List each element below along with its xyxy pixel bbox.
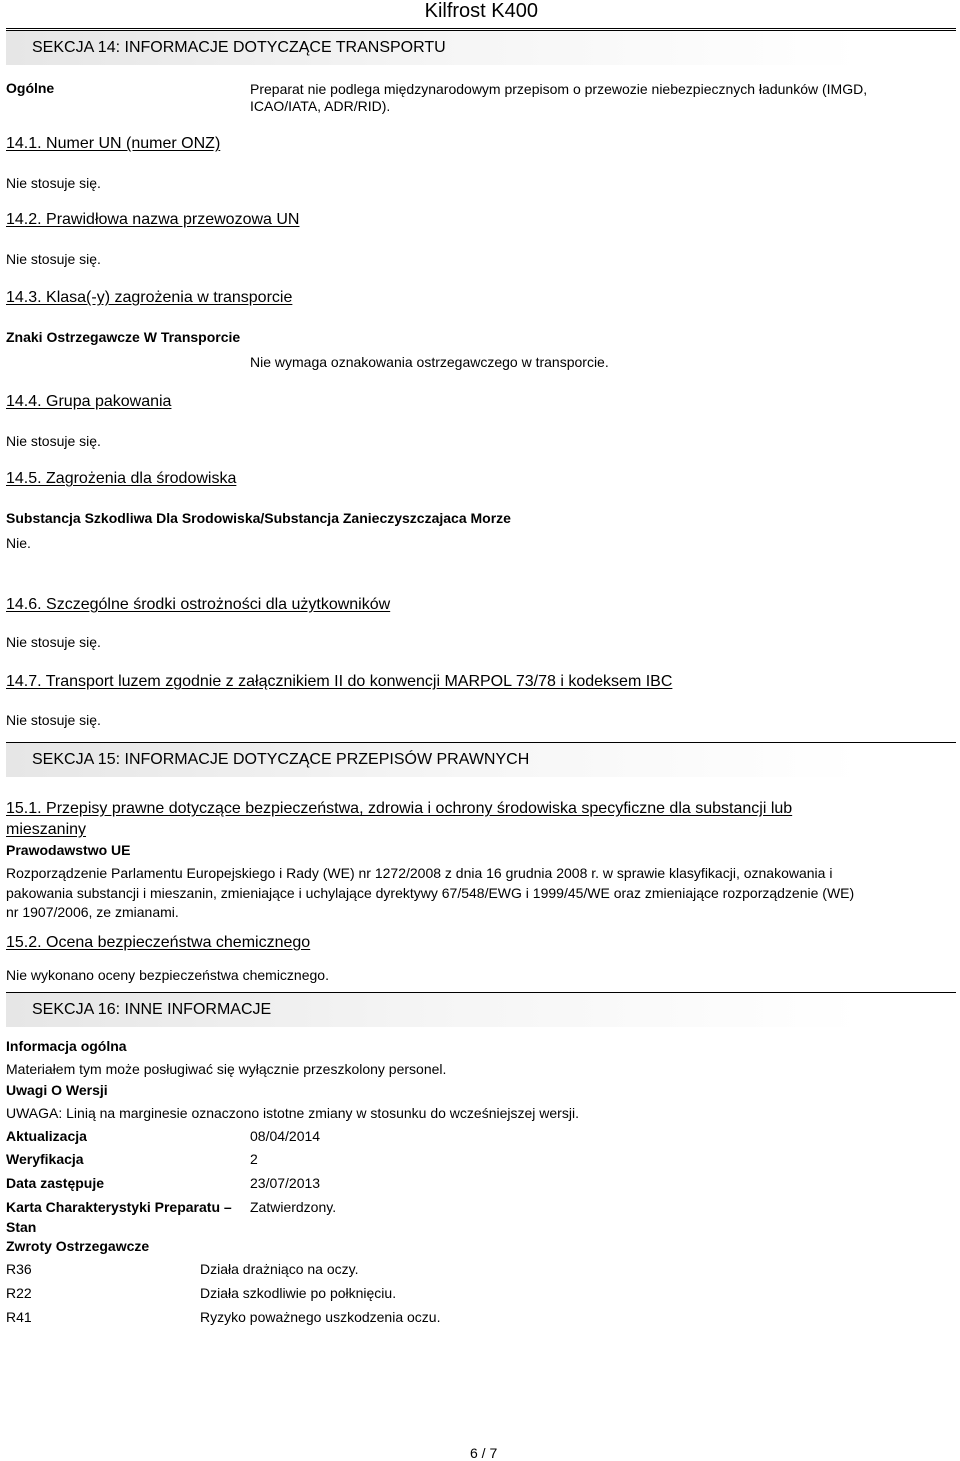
transport-signs-value: Nie wymaga oznakowania ostrzegawczego w transporcie. [250,354,609,370]
general-info-text: Materiałem tym może posługiwać się wyłącznie przeszkolony personel. [6,1061,447,1077]
version-notes-text: UWAGA: Linią na marginesie oznaczono istotne zmiany w stosunku do wcześniejszej wersji. [6,1105,579,1121]
eu-legislation-line2: pakowania substancji i mieszanin, zmieniające i uchylające dyrektywy 67/548/EWG i 1999/45/WE oraz zmieniające rozporządzenie (WE) [6,885,855,901]
heading-14-4: 14.4. Grupa pakowania [6,393,172,410]
eu-legislation-label: Prawodawstwo UE [6,842,131,858]
heading-14-5: 14.5. Zagrożenia dla środowiska [6,470,237,487]
section-14-title: SEKCJA 14: INFORMACJE DOTYCZĄCE TRANSPORTU [32,39,446,56]
env-hazard-label: Substancja Szkodliwa Dla Srodowiska/Substancja Zanieczyszczajaca Morze [6,510,511,526]
revision-number-label: Weryfikacja [6,1151,84,1167]
section-16-header [6,992,956,1027]
section-14-header [6,30,956,65]
supersedes-date-label: Data zastępuje [6,1175,105,1191]
text-14-4: Nie stosuje się. [6,433,101,449]
risk-phrase-code: R22 [6,1285,32,1301]
heading-14-3: 14.3. Klasa(-y) zagrożenia w transporcie [6,289,293,306]
transport-signs-label: Znaki Ostrzegawcze W Transporcie [6,329,241,345]
heading-15-2: 15.2. Ocena bezpieczeństwa chemicznego [6,934,311,951]
text-14-6: Nie stosuje się. [6,634,101,650]
heading-14-2: 14.2. Prawidłowa nazwa przewozowa UN [6,211,300,228]
text-15-2: Nie wykonano oceny bezpieczeństwa chemicznego. [6,967,329,983]
sds-status-value: Zatwierdzony. [250,1199,337,1215]
risk-phrases-label: Zwroty Ostrzegawcze [6,1238,150,1254]
revision-number-value: 2 [250,1151,258,1167]
env-hazard-value: Nie. [6,535,31,551]
text-14-2: Nie stosuje się. [6,251,101,267]
heading-14-1: 14.1. Numer UN (numer ONZ) [6,135,221,152]
heading-15-1-line2: mieszaniny [6,821,87,838]
section-16-title: SEKCJA 16: INNE INFORMACJE [32,1001,272,1018]
general-text-line2: ICAO/IATA, ADR/RID). [250,98,391,114]
page-number: 6 / 7 [470,1445,498,1461]
section-15-header [6,742,956,777]
heading-15-1-line1: 15.1. Przepisy prawne dotyczące bezpieczeństwa, zdrowia i ochrony środowiska specyficzne dla substancji lub [6,800,793,817]
section-15-title: SEKCJA 15: INFORMACJE DOTYCZĄCE PRZEPISÓW PRAWNYCH [32,751,530,768]
risk-phrase-code: R36 [6,1261,32,1277]
version-notes-label: Uwagi O Wersji [6,1082,108,1098]
general-text-line1: Preparat nie podlega międzynarodowym przepisom o przewozie niebezpiecznych ładunków (IMGD, [250,81,868,97]
heading-14-6: 14.6. Szczególne środki ostrożności dla użytkowników [6,596,391,613]
general-info-label: Informacja ogólna [6,1038,127,1054]
sds-status-label-line2: Stan [6,1219,37,1235]
heading-14-7: 14.7. Transport luzem zgodnie z załącznikiem II do konwencji MARPOL 73/78 i kodeksem IBC [6,673,673,690]
risk-phrase-text: Ryzyko poważnego uszkodzenia oczu. [200,1309,441,1325]
risk-phrase-text: Działa szkodliwie po połknięciu. [200,1285,397,1301]
revision-date-label: Aktualizacja [6,1128,87,1144]
eu-legislation-line3: nr 1907/2006, ze zmianami. [6,904,179,920]
general-label: Ogólne [6,80,55,96]
text-14-7: Nie stosuje się. [6,712,101,728]
title-divider [6,28,956,29]
risk-phrase-code: R41 [6,1309,32,1325]
sds-status-label-line1: Karta Charakterystyki Preparatu – [6,1199,232,1215]
supersedes-date-value: 23/07/2013 [250,1175,321,1191]
risk-phrase-text: Działa drażniąco na oczy. [200,1261,359,1277]
document-title: Kilfrost K400 [424,0,538,22]
eu-legislation-line1: Rozporządzenie Parlamentu Europejskiego i Rady (WE) nr 1272/2008 z dnia 16 grudnia 2008 r. w sprawie klasyfikacji, oznakowania i [6,865,833,881]
text-14-1: Nie stosuje się. [6,175,101,191]
revision-date-value: 08/04/2014 [250,1128,321,1144]
